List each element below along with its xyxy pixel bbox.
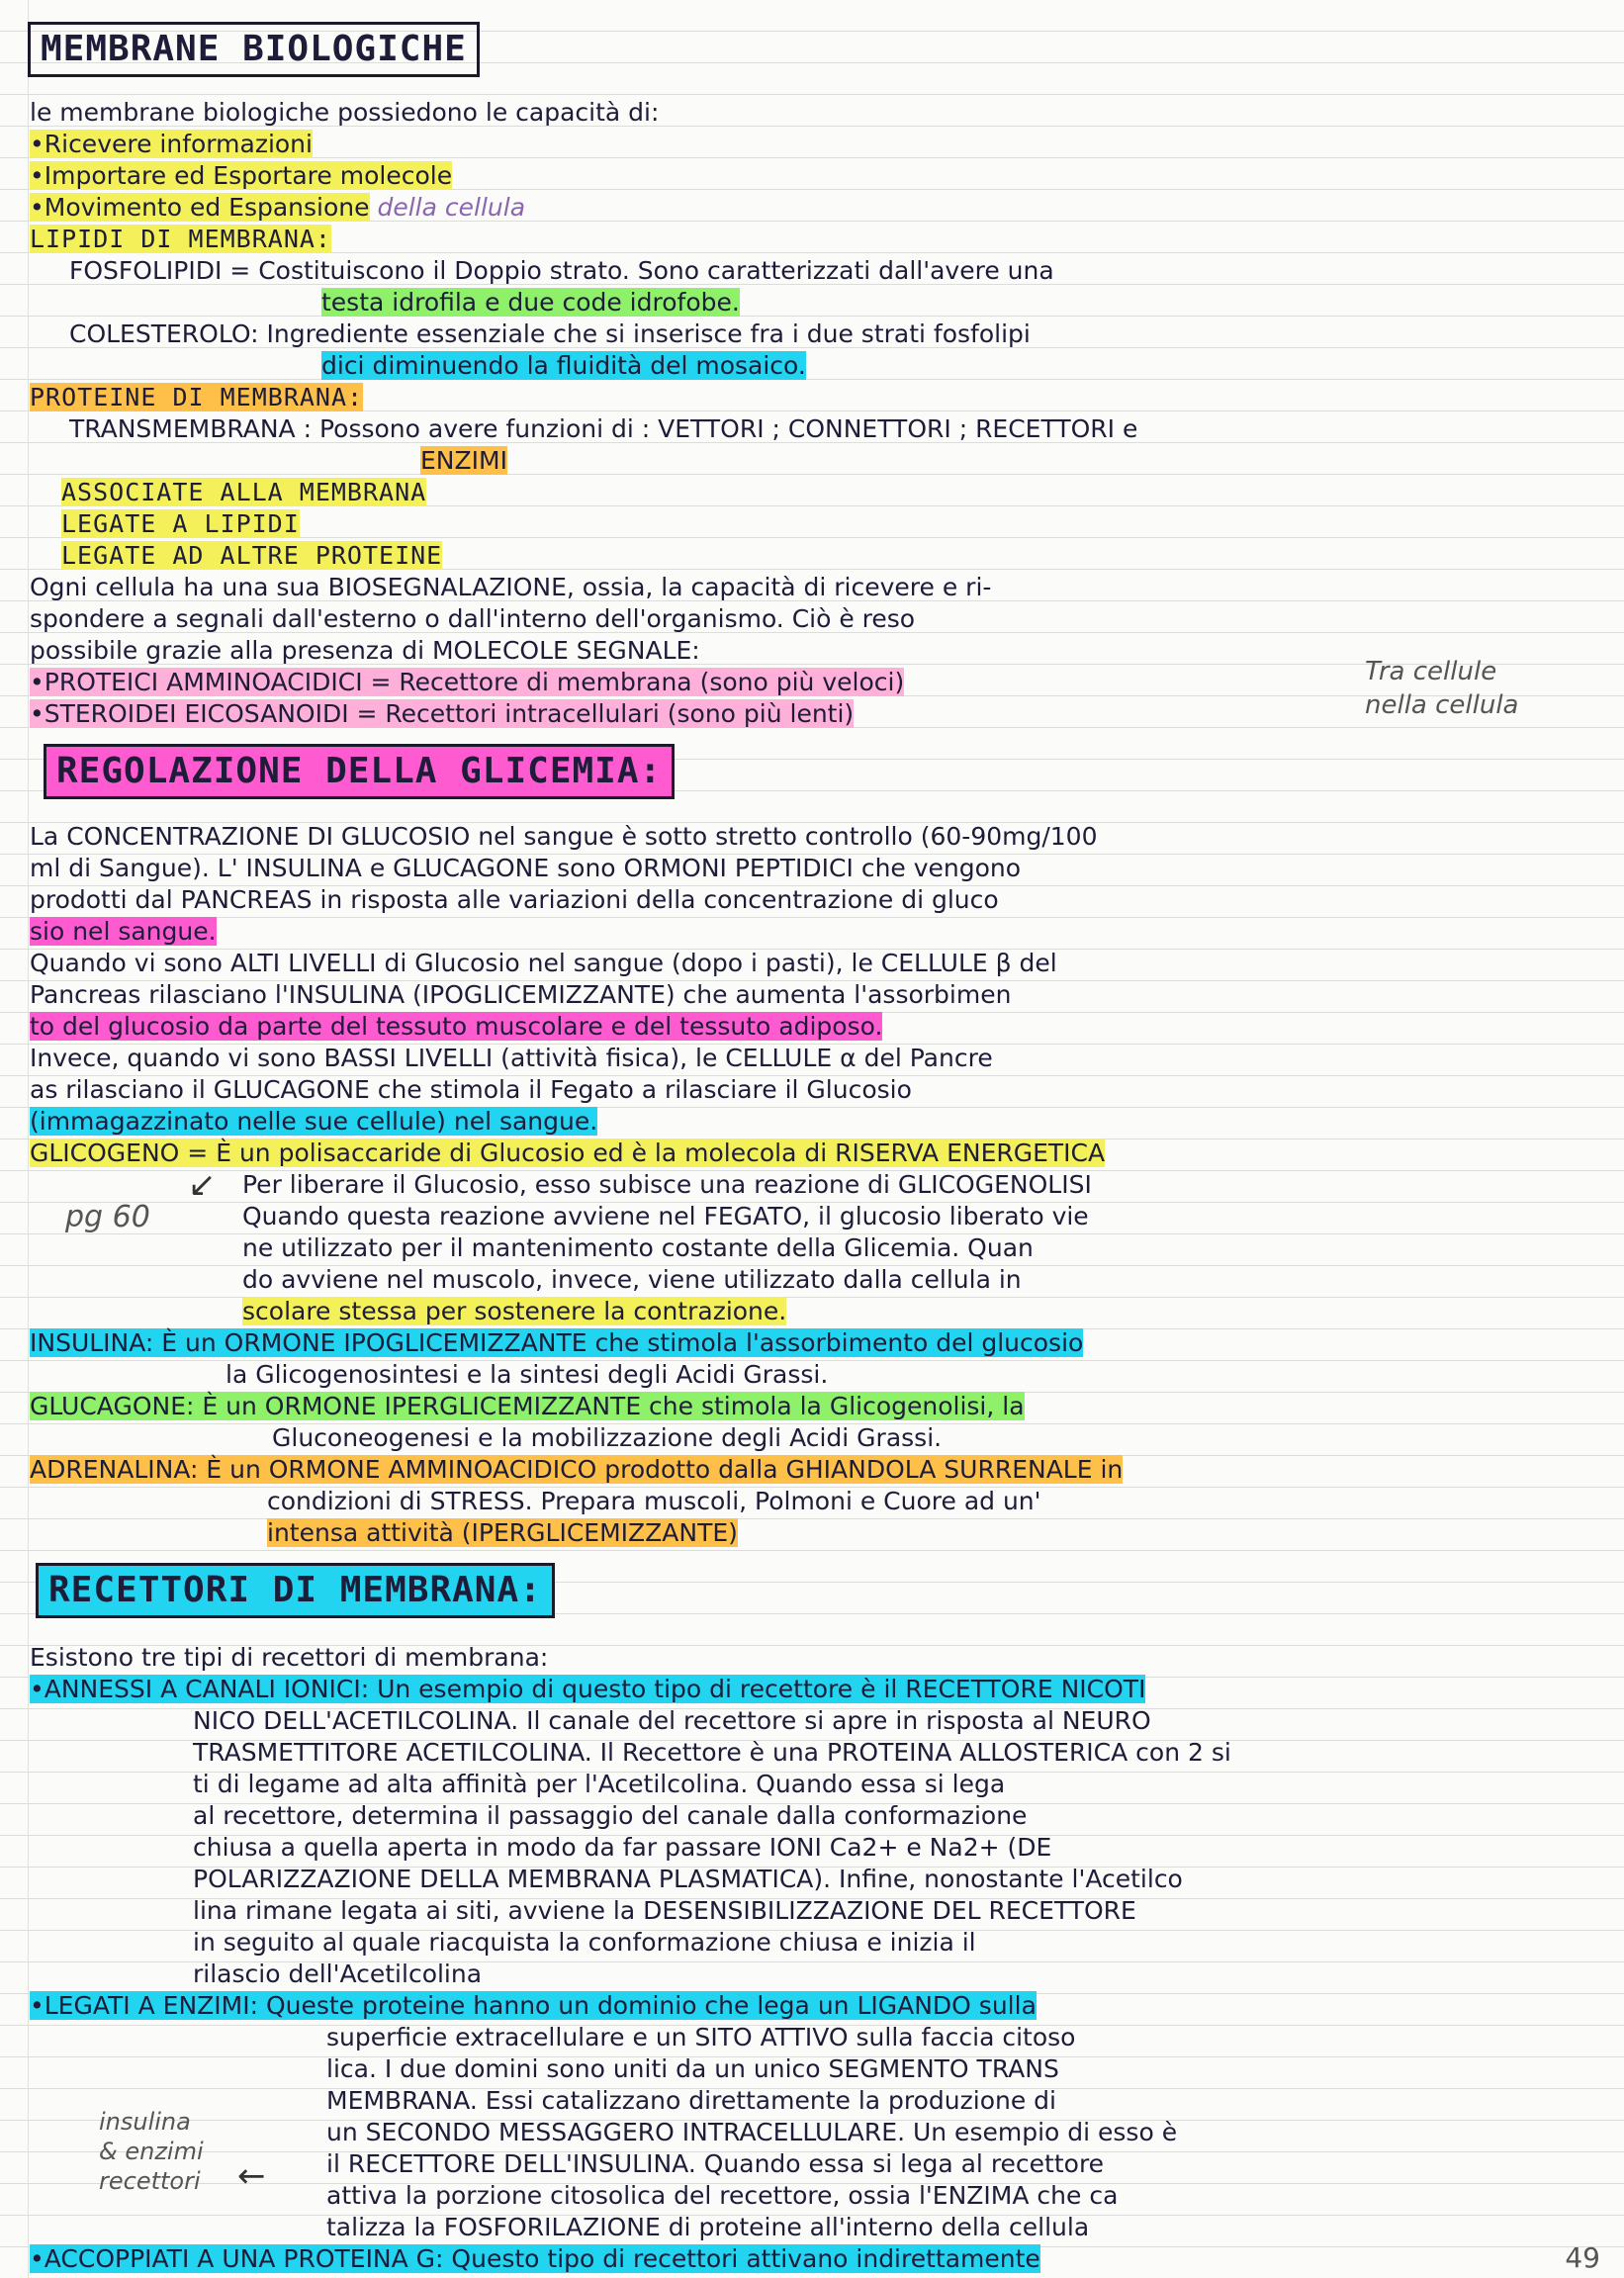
text-line: il RECETTORE DELL'INSULINA. Quando essa si lega al recettore	[326, 2149, 1105, 2178]
text-line	[30, 129, 313, 160]
text-line: Quando vi sono ALTI LIVELLI di Glucosio nel sangue (dopo i pasti), le CELLULE β del	[30, 949, 1057, 977]
text-line	[267, 1517, 738, 1549]
text-line	[30, 160, 452, 192]
highlight: •ANNESSI A CANALI IONICI: Un esempio di questo tipo di recettore è il RECETTORE NICOTI	[30, 1675, 1146, 1703]
text-line	[30, 1391, 1025, 1422]
highlight: •STEROIDEI EICOSANOIDI = Recettori intracellulari (sono più lenti)	[30, 699, 855, 728]
highlight: GLUCAGONE: È un ORMONE IPERGLICEMIZZANTE che stimola la Glicogenolisi, la	[30, 1392, 1025, 1420]
highlight: •PROTEICI AMMINOACIDICI = Recettore di membrana (sono più veloci)	[30, 668, 905, 696]
text-line: lina rimane legata ai siti, avviene la DESENSIBILIZZAZIONE DEL RECETTORE	[193, 1896, 1136, 1925]
text-line: un SECONDO MESSAGGERO INTRACELLULARE. Un esempio di esso è	[326, 2118, 1178, 2146]
text-line	[61, 508, 300, 540]
highlight: PROTEINE DI MEMBRANA:	[30, 383, 364, 411]
highlight: (immagazzinato nelle sue cellule) nel sangue.	[30, 1107, 598, 1136]
text-line: la Glicogenosintesi e la sintesi degli Acidi Grassi.	[226, 1360, 829, 1389]
text-line: chiusa a quella aperta in modo da far passare IONI Ca2+ e Na2+ (DE	[193, 1833, 1052, 1862]
section-title-membrane: MEMBRANE BIOLOGICHE	[28, 22, 480, 77]
text-line: superficie extracellulare e un SITO ATTIVO sulla faccia citoso	[326, 2023, 1076, 2051]
text-line	[30, 192, 525, 224]
section-title-recettori: RECETTORI DI MEMBRANA:	[36, 1563, 555, 1618]
text-line: ti di legame ad alta affinità per l'Acetilcolina. Quando essa si lega	[193, 1770, 1006, 1798]
highlight: sio nel sangue.	[30, 917, 217, 946]
highlight: ENZIMI	[420, 446, 507, 475]
text-line: in seguito al quale riacquista la conformazione chiusa e inizia il	[193, 1928, 976, 1957]
highlight: •LEGATI A ENZIMI: Queste proteine hanno un dominio che lega un LIGANDO sulla	[30, 1991, 1037, 2020]
text-line	[30, 1454, 1123, 1486]
text-line	[61, 540, 442, 572]
text-line: as rilasciano il GLUCAGONE che stimola il Fegato a rilasciare il Glucosio	[30, 1075, 912, 1104]
text-line	[30, 916, 217, 948]
arrow-icon: ←	[237, 2156, 266, 2196]
highlight: ADRENALINA: È un ORMONE AMMINOACIDICO prodotto dalla GHIANDOLA SURRENALE in	[30, 1455, 1124, 1484]
margin-note-insulina: insulina & enzimi recettori	[99, 2108, 204, 2195]
text-line: prodotti dal PANCREAS in risposta alle variazioni della concentrazione di gluco	[30, 885, 999, 914]
highlight: INSULINA: È un ORMONE IPOGLICEMIZZANTE che stimola l'assorbimento del glucosio	[30, 1328, 1084, 1357]
highlight: ASSOCIATE ALLA MEMBRANA	[61, 478, 427, 506]
margin-note-pg: pg 60	[65, 1200, 150, 1234]
text-line: Pancreas rilasciano l'INSULINA (IPOGLICEMIZZANTE) che aumenta l'assorbimen	[30, 980, 1012, 1009]
text-line	[30, 1106, 597, 1138]
highlight: testa idrofila e due code idrofobe.	[321, 288, 740, 317]
text-line: MEMBRANA. Essi catalizzano direttamente la produzione di	[326, 2086, 1057, 2115]
highlight: •ACCOPPIATI A UNA PROTEINA G: Questo tipo di recettori attivano indirettamente	[30, 2244, 1040, 2273]
text-line: al recettore, determina il passaggio del canale dalla conformazione	[193, 1801, 1028, 1830]
highlight: scolare stessa per sostenere la contrazione.	[242, 1297, 787, 1325]
highlight: •Ricevere informazioni	[30, 130, 313, 158]
text-line	[30, 1011, 882, 1043]
section-title-glicemia: REGOLAZIONE DELLA GLICEMIA:	[44, 744, 675, 799]
text-line: Esistono tre tipi di recettori di membrana:	[30, 1643, 549, 1672]
text-line: attiva la porzione citosolica del recettore, ossia l'ENZIMA che ca	[326, 2181, 1119, 2210]
text-line: NICO DELL'ACETILCOLINA. Il canale del recettore si apre in risposta al NEURO	[193, 1706, 1151, 1735]
text-line: COLESTEROLO: Ingrediente essenziale che si inserisce fra i due strati fosfolipi	[69, 319, 1031, 348]
text-line: lica. I due domini sono uniti da un unico SEGMENTO TRANS	[326, 2054, 1059, 2083]
text-line: rilascio dell'Acetilcolina	[193, 1959, 483, 1988]
text-line: Quando questa reazione avviene nel FEGATO, il glucosio liberato vie	[242, 1202, 1089, 1230]
highlight: LEGATE A LIPIDI	[61, 509, 300, 538]
text-line	[30, 698, 854, 730]
text-line: condizioni di STRESS. Prepara muscoli, Polmoni e Cuore ad un'	[267, 1487, 1041, 1515]
highlight: LIPIDI DI MEMBRANA:	[30, 225, 331, 253]
text-line: TRANSMEMBRANA : Possono avere funzioni di : VETTORI ; CONNETTORI ; RECETTORI e	[69, 414, 1138, 443]
text-line: Invece, quando vi sono BASSI LIVELLI (attività fisica), le CELLULE α del Pancre	[30, 1044, 993, 1072]
text-line: spondere a segnali dall'esterno o dall'interno dell'organismo. Ciò è reso	[30, 604, 916, 633]
text-line	[30, 667, 904, 698]
text-line	[30, 1990, 1037, 2022]
text-line: ne utilizzato per il mantenimento costante della Glicemia. Quan	[242, 1233, 1034, 1262]
text-line	[30, 1674, 1145, 1705]
handwritten-note: della cellula	[377, 193, 526, 222]
text-line	[30, 2243, 1040, 2275]
text-line: TRASMETTITORE ACETILCOLINA. Il Recettore è una PROTEINA ALLOSTERICA con 2 si	[193, 1738, 1231, 1767]
text-line	[420, 445, 507, 477]
text-line: talizza la FOSFORILAZIONE di proteine all'interno della cellula	[326, 2213, 1090, 2241]
text-line: Per liberare il Glucosio, esso subisce una reazione di GLICOGENOLISI	[242, 1170, 1092, 1199]
text-line	[321, 287, 740, 319]
text-line: do avviene nel muscolo, invece, viene utilizzato dalla cellula in	[242, 1265, 1022, 1294]
highlight: GLICOGENO = È un polisaccaride di Glucosio ed è la molecola di RISERVA ENERGETICA	[30, 1139, 1106, 1167]
highlight: to del glucosio da parte del tessuto muscolare e del tessuto adiposo.	[30, 1012, 883, 1041]
highlight: •Movimento ed Espansione	[30, 193, 370, 222]
text-line: Gluconeogenesi e la mobilizzazione degli Acidi Grassi.	[272, 1423, 943, 1452]
text-line	[242, 1296, 786, 1327]
text-line	[61, 477, 426, 508]
text-line	[321, 350, 806, 382]
margin-line	[28, 0, 29, 2278]
text-line: POLARIZZAZIONE DELLA MEMBRANA PLASMATICA). Infine, nonostante l'Acetilco	[193, 1865, 1183, 1893]
highlight: dici diminuendo la fluidità del mosaico.	[321, 351, 806, 380]
text-line: ml di Sangue). L' INSULINA e GLUCAGONE sono ORMONI PEPTIDICI che vengono	[30, 854, 1022, 882]
highlight: intensa attività (IPERGLICEMIZZANTE)	[267, 1518, 738, 1547]
subheading	[30, 224, 331, 255]
text-line: le membrane biologiche possiedono le capacità di:	[30, 98, 660, 127]
highlight: •Importare ed Esportare molecole	[30, 161, 453, 190]
subheading	[30, 382, 363, 413]
highlight: LEGATE AD ALTRE PROTEINE	[61, 541, 443, 570]
text-line	[30, 1327, 1083, 1359]
text-line: possibile grazie alla presenza di MOLECOLE SEGNALE:	[30, 636, 700, 665]
side-note: Tra cellule nella cellula	[1365, 657, 1519, 720]
text-line: La CONCENTRAZIONE DI GLUCOSIO nel sangue è sotto stretto controllo (60-90mg/100	[30, 822, 1098, 851]
page-number: 49	[1565, 2241, 1600, 2274]
text-line: Ogni cellula ha una sua BIOSEGNALAZIONE, ossia, la capacità di ricevere e ri-	[30, 573, 992, 601]
arrow-icon: ↙	[188, 1165, 217, 1205]
text-line: FOSFOLIPIDI = Costituiscono il Doppio strato. Sono caratterizzati dall'avere una	[69, 256, 1054, 285]
